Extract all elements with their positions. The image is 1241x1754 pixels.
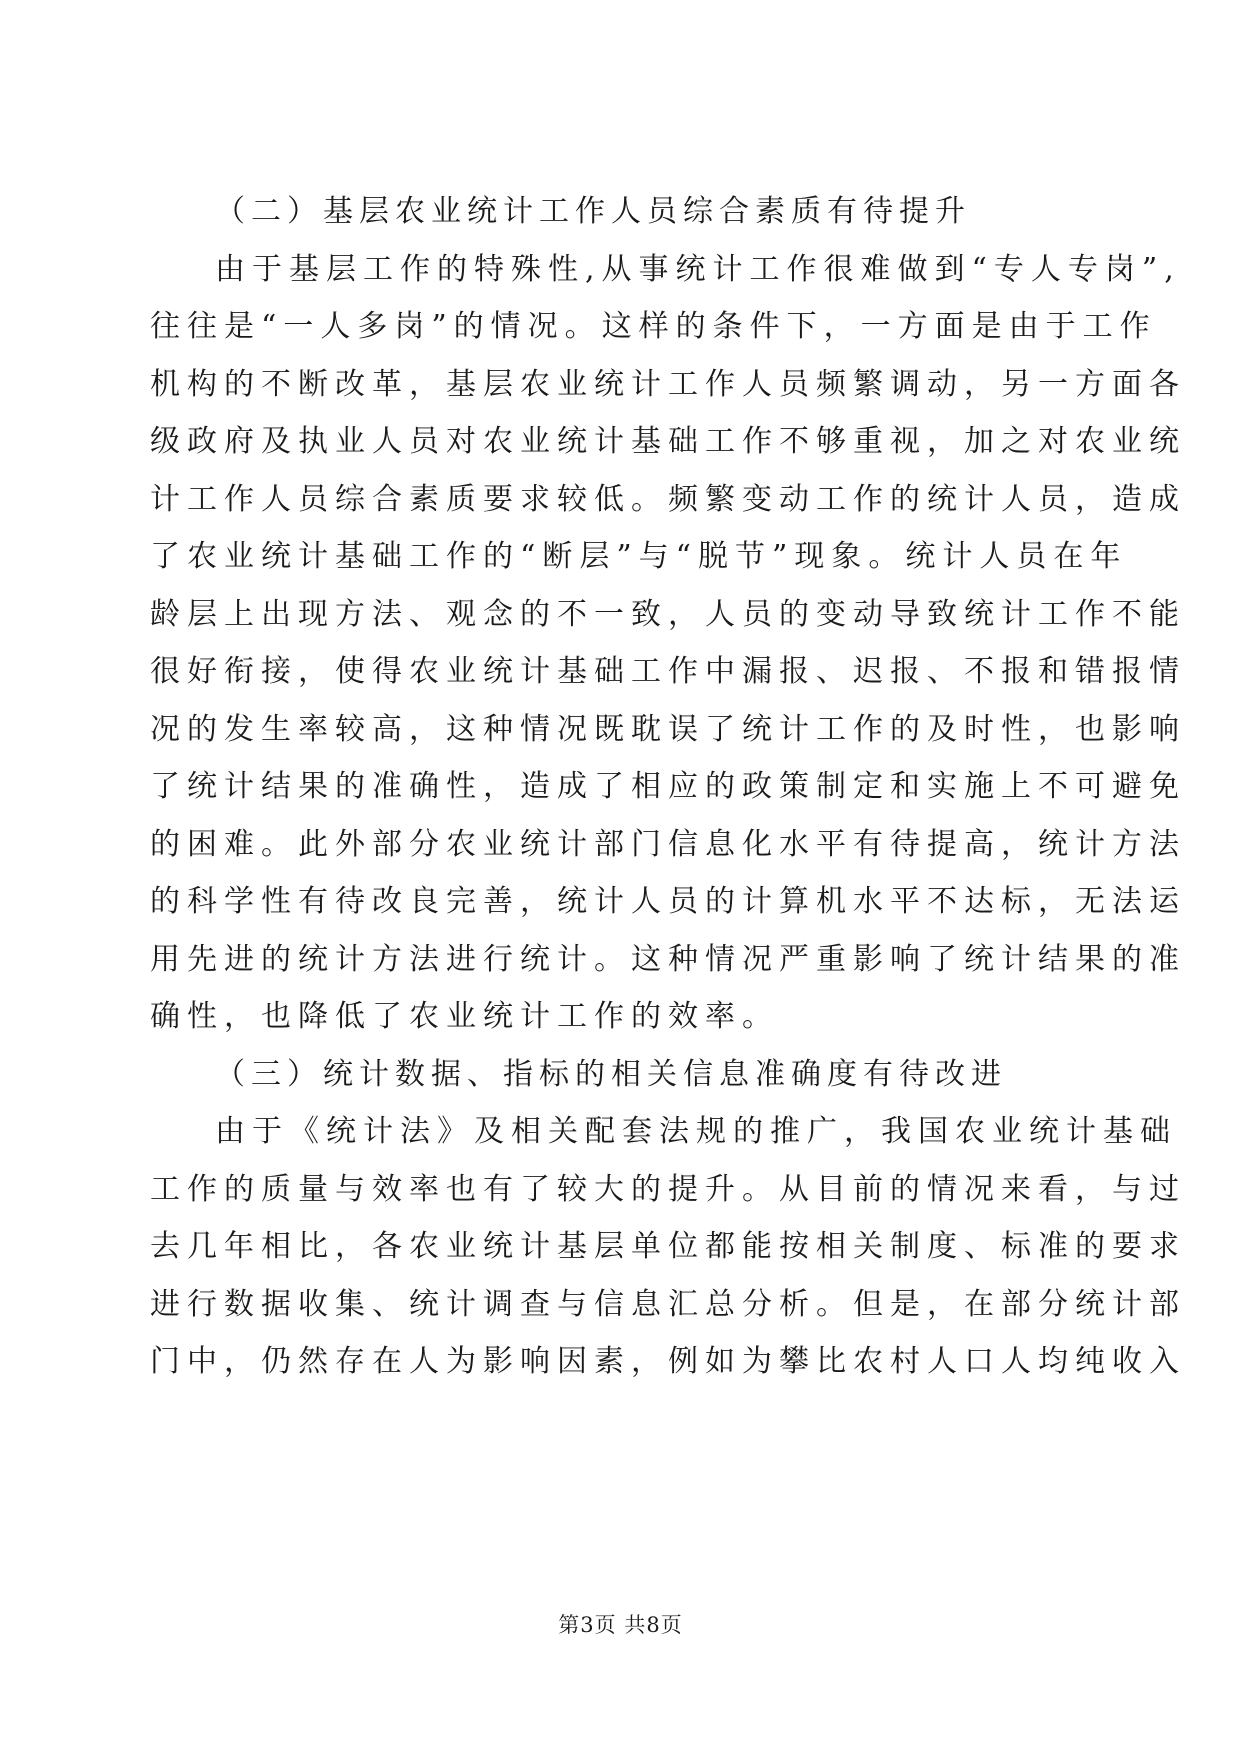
paragraph-line: 去几年相比，各农业统计基层单位都能按相关制度、标准的要求	[150, 1229, 1186, 1264]
paragraph-line: 很好衔接，使得农业统计基础工作中漏报、迟报、不报和错报情	[150, 654, 1186, 689]
paragraph-line: 的困难。此外部分农业统计部门信息化水平有待提高，统计方法	[150, 826, 1186, 862]
paragraph-line: 门中，仍然存在人为影响因素，例如为攀比农村人口人均纯收入	[150, 1344, 1186, 1379]
paragraph-line: 由于基层工作的特殊性,从事统计工作很难做到“专人专岗”,	[215, 251, 1181, 287]
paragraph-line: 机构的不断改革，基层农业统计工作人员频繁调动，另一方面各	[150, 366, 1186, 402]
paragraph-line: 计工作人员综合素质要求较低。频繁变动工作的统计人员，造成	[150, 481, 1186, 517]
section-heading: （三）统计数据、指标的相关信息准确度有待改进	[215, 1056, 1007, 1092]
paragraph-line: 级政府及执业人员对农业统计基础工作不够重视，加之对农业统	[150, 424, 1186, 459]
paragraph-line: 工作的质量与效率也有了较大的提升。从目前的情况来看，与过	[150, 1171, 1186, 1207]
paragraph-line: 用先进的统计方法进行统计。这种情况严重影响了统计结果的准	[150, 941, 1186, 977]
paragraph-line: 确性，也降低了农业统计工作的效率。	[150, 999, 779, 1034]
section-heading: （二）基层农业统计工作人员综合素质有待提升	[215, 194, 971, 229]
paragraph-line: 的科学性有待改良完善，统计人员的计算机水平不达标，无法运	[150, 884, 1186, 919]
paragraph-line: 由于《统计法》及相关配套法规的推广，我国农业统计基础	[215, 1114, 1177, 1149]
paragraph-line: 了统计结果的准确性，造成了相应的政策制定和实施上不可避免	[150, 769, 1186, 804]
paragraph-line: 进行数据收集、统计调查与信息汇总分析。但是，在部分统计部	[150, 1286, 1186, 1322]
page-footer: 第3页 共8页	[558, 1613, 683, 1637]
paragraph-line: 龄层上出现方法、观念的不一致，人员的变动导致统计工作不能	[150, 596, 1186, 632]
paragraph-line: 了农业统计基础工作的“断层”与“脱节”现象。统计人员在年	[150, 539, 1128, 574]
paragraph-line: 况的发生率较高，这种情况既耽误了统计工作的及时性，也影响	[150, 711, 1186, 747]
paragraph-line: 往往是“一人多岗”的情况。这样的条件下，一方面是由于工作	[150, 309, 1157, 344]
